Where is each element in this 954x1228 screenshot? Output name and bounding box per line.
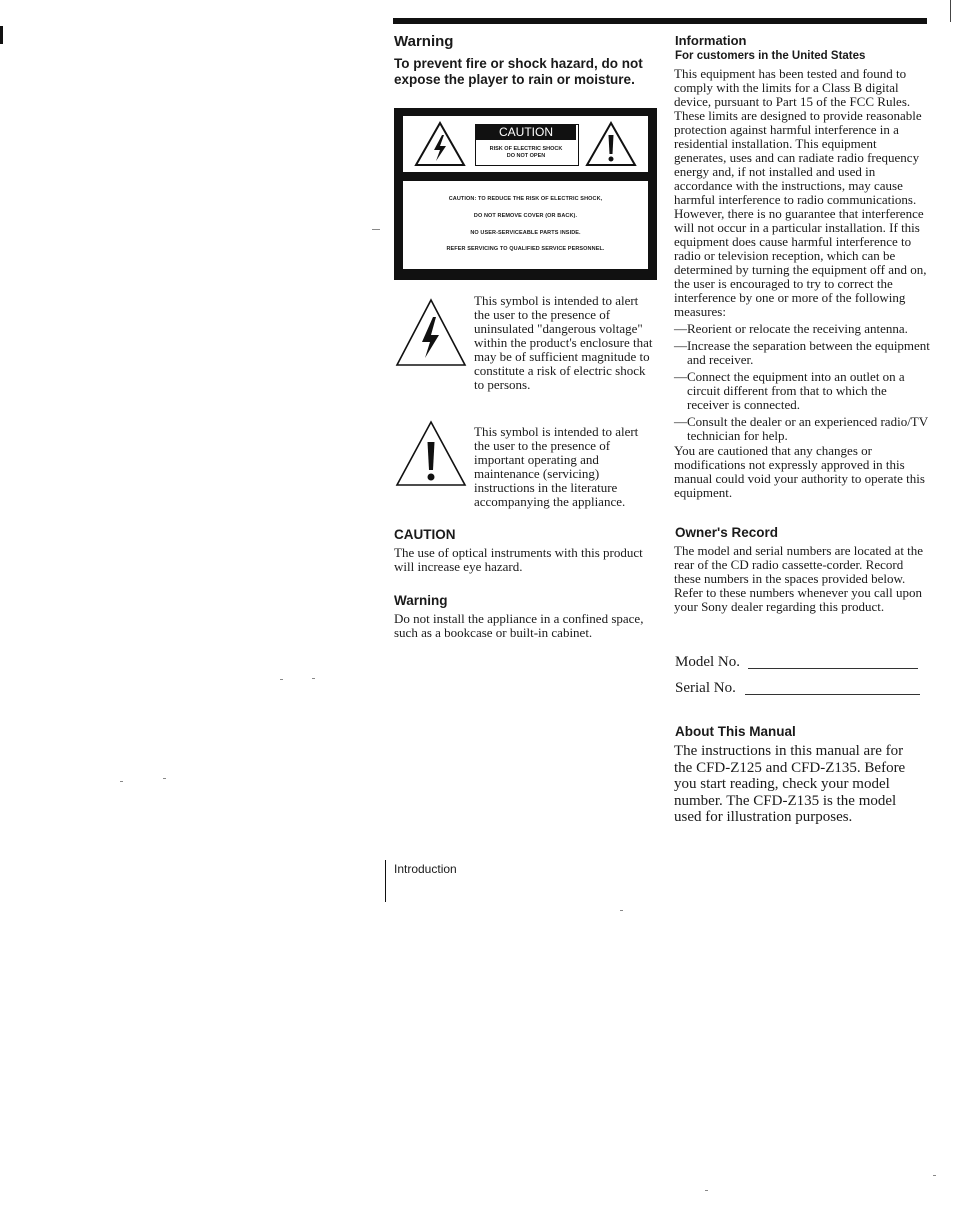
fcc-information-body: This equipment has been tested and found to comply with the limits for a Class B digital device, pursuant to Part 15 of the FCC Rules. These limits are designed to provide reasonable protection against harmful interference in a residential installation. This equipment generates, uses and can radiate radio frequency energy and, if not installed and used in accordance with the instructions, may cause harmful interference to radio communications. However, there is no guarantee that interference will not occur in a particular installation. If this equipment does cause harmful interference to radio or television reception, which can be determined by turning the equipment off and on, the user is encouraged to try to correct the interference by one or more of the following measures: [674, 66, 927, 319]
modifications-warning: You are cautioned that any changes or modifications not expressly approved in this manual could void your authority to operate this equipment. [674, 443, 925, 500]
caution-label-line: NO USER-SERVICEABLE PARTS INSIDE. [470, 230, 581, 236]
scan-speck [312, 678, 315, 679]
scan-speck [620, 910, 623, 911]
warning-lead-text: To prevent fire or shock hazard, do not expose the player to rain or moisture. [394, 56, 643, 87]
footer-rule [385, 860, 386, 902]
warning-heading: Warning [394, 33, 454, 50]
left-edge-mark [0, 26, 3, 44]
lightning-triangle-icon [414, 121, 466, 167]
model-number-label: Model No. [675, 654, 740, 670]
about-manual-body: The instructions in this manual are for the CFD-Z125 and CFD-Z135. Before you start reading, check your model number. The CFD-Z135 is the model used for illustration purposes. [674, 743, 906, 825]
caution-badge: CAUTION [476, 125, 576, 140]
section-footer-label: Introduction [394, 862, 457, 876]
warning-body-2: Do not install the appliance in a confined space, such as a bookcase or built-in cabinet. [394, 611, 644, 640]
information-subheading: For customers in the United States [675, 50, 866, 62]
serial-number-line [745, 694, 920, 695]
exclamation-symbol-description: This symbol is intended to alert the user to the presence of important operating and maintenance (servicing) instructions in the literature accompanying the appliance. [474, 424, 639, 509]
caution-label-line: REFER SERVICING TO QUALIFIED SERVICE PERSONNEL. [446, 246, 605, 252]
serial-number-label: Serial No. [675, 680, 736, 696]
caution-risk-line: RISK OF ELECTRIC SHOCK [489, 146, 563, 152]
caution-risk-text [476, 146, 576, 160]
scan-speck [372, 229, 380, 230]
list-item: —Reorient or relocate the receiving antenna. [674, 321, 908, 336]
interference-measures-list [674, 322, 930, 446]
right-edge-mark [950, 0, 951, 22]
owners-record-body: The model and serial numbers are located at the rear of the CD radio cassette-corder. Record these numbers in the spaces provided below. Refer to these numbers whenever you call upon your Sony dealer regarding this product. [674, 543, 924, 614]
caution-risk-line: DO NOT OPEN [506, 153, 546, 159]
caution-heading: CAUTION [394, 527, 456, 542]
list-item: —Consult the dealer or an experienced radio/TV technician for help. [674, 414, 928, 443]
caution-body: The use of optical instruments with this product will increase eye hazard. [394, 545, 643, 574]
list-item: —Increase the separation between the equipment and receiver. [674, 338, 930, 367]
voltage-symbol-description: This symbol is intended to alert the user to the presence of uninsulated "dangerous voltage" within the product's enclosure that may be of sufficient magnitude to constitute a risk of electric shock to persons. [474, 293, 653, 392]
caution-label-line: CAUTION: TO REDUCE THE RISK OF ELECTRIC SHOCK, [448, 196, 603, 202]
exclamation-triangle-icon [585, 121, 637, 167]
scan-speck [120, 781, 123, 782]
scan-speck [163, 778, 166, 779]
scan-speck [705, 1190, 708, 1191]
about-manual-heading: About This Manual [675, 724, 796, 739]
top-rule [393, 18, 927, 24]
warning-heading-2: Warning [394, 593, 448, 608]
caution-label-bottom-panel [403, 181, 648, 269]
dangerous-voltage-icon [395, 298, 467, 368]
important-instructions-icon [395, 420, 467, 488]
caution-label-line: DO NOT REMOVE COVER (OR BACK). [473, 213, 578, 219]
information-heading: Information [675, 33, 747, 48]
scan-speck [933, 1175, 936, 1176]
list-item: —Connect the equipment into an outlet on a circuit different from that to which the receiver is connected. [674, 369, 905, 412]
owners-record-heading: Owner's Record [675, 525, 778, 540]
model-number-line [748, 668, 918, 669]
scan-speck [280, 679, 283, 680]
